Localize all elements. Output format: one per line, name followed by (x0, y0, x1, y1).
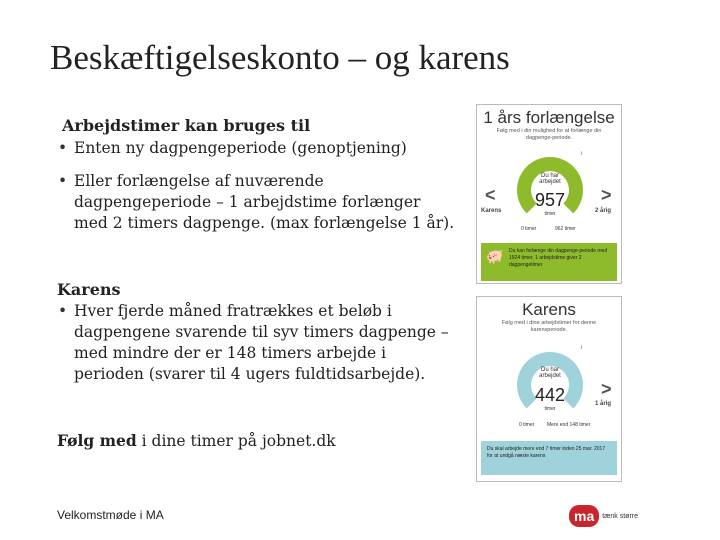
piggy-bank-icon: 🐖 (486, 248, 504, 264)
info-box-text: Du skal arbejde mere end 7 timer inden 25 mar. 2017 for at undgå næste karens (487, 446, 606, 459)
next-label[interactable]: 2 årig (595, 208, 612, 214)
next-arrow-icon[interactable]: > (601, 185, 612, 205)
hours-value: 957 (534, 190, 566, 210)
follow-text (57, 430, 336, 452)
info-icon[interactable]: i (581, 151, 583, 157)
bullet-item: • Eller forlængelse af nuværende dagpengeperiode – 1 arbejdstime forlænger med 2 timers dagpenge. (max forlængelse 1 år). (74, 171, 459, 234)
extension-panel (476, 104, 622, 284)
slide-title: Beskæftigelseskonto – og karens (50, 38, 510, 77)
min-label: 0 timer (521, 226, 537, 232)
logo-mark: ma (569, 505, 599, 527)
logo-tagline: tænk større (602, 512, 639, 520)
hours-unit: timer (544, 406, 556, 412)
prev-label[interactable]: Karens (481, 208, 502, 214)
section-heading-karens: Karens (57, 280, 121, 299)
panel-title: 1 års forlængelse (483, 108, 615, 127)
section-heading-hours: Arbejdstimer kan bruges til (62, 116, 311, 135)
follow-rest: i dine timer på jobnet.dk (136, 432, 336, 450)
worked-label: Du har arbejdet (539, 367, 561, 379)
info-box-text: Du kan forlænge din dagpenge-periode med 1924 timer. 1 arbejdstime giver 2 dagpengetimer (509, 248, 608, 268)
info-icon[interactable]: i (581, 345, 583, 351)
max-label: Mere end 148 timer (547, 422, 591, 428)
hours-value: 442 (534, 385, 566, 405)
footer-text: Velkomstmøde i MA (57, 508, 164, 522)
next-label[interactable]: 1 årig (595, 401, 612, 407)
prev-arrow-icon[interactable]: < (485, 185, 496, 205)
worked-label: Du har arbejdet (539, 173, 561, 185)
max-label: 962 timer (555, 226, 576, 232)
ma-logo (569, 505, 638, 527)
panel-subtitle: Følg med i din mulighed for at forlænge din dagpenge-periode. (496, 128, 602, 141)
follow-bold: Følg med (57, 431, 137, 450)
next-arrow-icon[interactable]: > (601, 379, 612, 399)
hours-unit: timer (544, 211, 556, 217)
bullet-item: • Hver fjerde måned fratrækkes et beløb i dagpengene svarende til syv timers dagpenge – med mindre der er 148 timers arbejde i perioden (svarer til 4 ugers fuldtidsarbejde). (74, 301, 459, 385)
info-box (481, 243, 617, 281)
panel-title: Karens (522, 300, 576, 319)
bullet-item: • Enten ny dagpengeperiode (genoptjening) (74, 138, 454, 159)
karens-panel (476, 296, 622, 482)
panel-subtitle: Følg med i dine arbejdstimer for denne karensperiode. (501, 320, 597, 333)
info-box (481, 441, 617, 475)
min-label: 0 timer (519, 422, 535, 428)
